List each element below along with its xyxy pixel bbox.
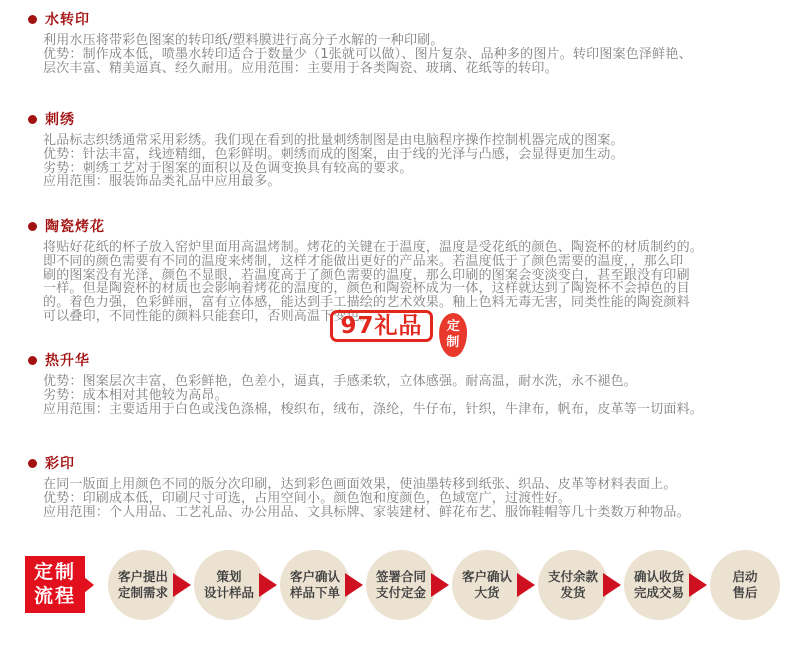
body-line: 层次丰富、精美逼真、经久耐用。应用范围：主要用于各类陶瓷、玻璃、花纸等的转印。 [43,60,558,76]
section-title: 水转印 [45,12,90,28]
flow-label-line1: 定制 [33,560,76,583]
body-line: 应用范围：服装饰品类礼品中应用最多。 [43,174,281,190]
arrow-right-icon [689,573,707,597]
body-line: 礼品标志织绣通常采用彩绣。我们现在看到的批量刺绣制图是由电脑程序操作控制机器完成的图案。 [43,133,624,148]
arrow-right-icon [431,573,449,597]
section-header [28,11,790,27]
section-header [28,111,790,127]
seal-char-top: 定 [446,318,461,334]
watermark-logo [330,310,433,342]
flow-step-4 [366,550,436,620]
section-body [43,134,790,189]
section-title: 热升华 [45,353,90,369]
section-body [43,375,790,416]
section-header [28,455,790,471]
flow-step-5 [452,550,522,620]
body-line: 劣势：成本相对其他较为高昂。 [43,387,228,403]
bullet-icon [28,222,37,231]
bullet-icon [28,459,37,468]
body-line: 优势：图案层次丰富，色彩鲜艳，色差小，逼真，手感柔软，立体感强。耐高温，耐水洗，永不褪色。 [43,374,638,389]
section-title: 陶瓷烤花 [45,219,105,235]
flow-step-text: 完成交易 [633,585,684,600]
flow-step-text: 确认收货 [633,568,684,584]
flow-step-6 [538,550,608,620]
flow-step-2 [194,550,264,620]
section-title: 彩印 [45,456,75,472]
flow-step-8 [710,550,780,620]
body-line: 在同一版面上用颜色不同的版分次印刷，达到彩色画面效果，使油墨转移到纸张、织品、皮革等材料表面上。 [43,477,677,492]
flow-step-1 [108,550,178,620]
arrow-right-icon [173,573,191,597]
body-line: 劣势：刺绣工艺对于图案的面积以及色调变换具有较高的要求。 [43,160,413,176]
body-line: 的。着色力强，色彩鲜丽，富有立体感，能达到手工描绘的艺术效果。釉上色料无毒无害，同类性能的陶瓷颜料 [43,295,690,311]
flow-step-text: 启动 [732,568,758,584]
flow-step-text: 客户确认 [289,568,340,584]
arrow-right-icon [603,573,621,597]
body-line: 一样。但是陶瓷杯的材质也会影响着烤花的温度的，颜色和陶瓷杯成为一体，这样就达到了陶瓷杯不会掉色的目 [43,281,690,297]
section-header [28,352,790,368]
flow-step-text: 售后 [732,585,758,600]
section-body [43,34,790,75]
body-line: 优势：印刷成本低，印刷尺寸可选，占用空间小。颜色饱和度颜色，色域宽广，过渡性好。 [43,490,572,506]
flow-step-text: 客户提出 [117,568,168,584]
body-line: 应用范围：主要适用于白色或浅色涤棉，梭织布，绒布，涤纶，牛仔布，针织，牛津布，帆布，皮革等一切面料。 [43,401,704,417]
body-line: 优势：制作成本低，喷墨水转印适合于数量少（1张就可以做）、图片复杂、品种多的图片。转印图案色泽鲜艳、 [43,46,692,62]
flow-step-text: 策划 [216,568,242,584]
section-header [28,218,790,234]
flow-label-box [25,556,85,613]
body-line: 应用范围：个人用品、工艺礼品、办公用品、文具标牌、家装建材、鲜花布艺、服饰鞋帽等几十类数万种物品。 [43,504,690,520]
section-embroidery [28,111,790,189]
flow-step-text: 样品下单 [289,585,340,600]
flow-label-line2: 流程 [33,584,76,607]
flow-step-text: 签署合同 [375,568,426,584]
bullet-icon [28,115,37,124]
flow-step-text: 大货 [474,585,500,600]
section-ceramic-baking [28,218,790,324]
bullet-icon [28,356,37,365]
flow-step-text: 支付余款 [547,568,598,584]
section-color-print [28,455,790,519]
watermark-logo-text: 97礼品 [340,312,423,339]
watermark-seal-icon [438,313,468,358]
flow-step-text: 支付定金 [375,585,426,600]
seal-char-bottom: 制 [445,334,460,351]
flow-step-7 [624,550,694,620]
body-line: 将贴好花纸的杯子放入窑炉里面用高温烤制。烤花的关键在于温度，温度是受花纸的颜色、陶瓷杯的材质制约的。 [43,240,704,255]
flow-label-pointer-icon [84,577,94,593]
flow-step-3 [280,550,350,620]
arrow-right-icon [259,573,277,597]
body-line: 优势：针法丰富，线迹精细，色彩鲜明。刺绣而成的图案，由于线的光泽与凸感，会显得更加生动。 [43,146,624,162]
flow-step-text: 设计样品 [203,585,254,600]
section-title: 刺绣 [45,112,75,128]
flow-step-text: 客户确认 [461,568,512,584]
arrow-right-icon [517,573,535,597]
body-line: 即不同的颜色需要有不同的温度来烤制，这样才能做出更好的产品来。若温度低于了颜色需要的温度，，那么印 [43,253,684,269]
flow-step-text: 发货 [560,585,586,600]
arrow-right-icon [345,573,363,597]
custom-process-flow [0,548,800,630]
body-line: 刷的图案没有光泽，颜色不显眼，若温度高于了颜色需要的温度，那么印刷的图案会变淡变白，甚至跟没有印刷 [43,267,690,283]
body-line: 可以叠印，不同性能的颜料只能套印，否则高温下变色。 [43,308,374,324]
section-thermal-sublimation [28,352,790,416]
section-water-transfer-print [28,11,790,75]
section-body [43,478,790,519]
bullet-icon [28,15,37,24]
flow-step-text: 定制需求 [117,585,168,600]
body-line: 利用水压将带彩色图案的转印纸/塑料膜进行高分子水解的一种印刷。 [43,33,444,48]
